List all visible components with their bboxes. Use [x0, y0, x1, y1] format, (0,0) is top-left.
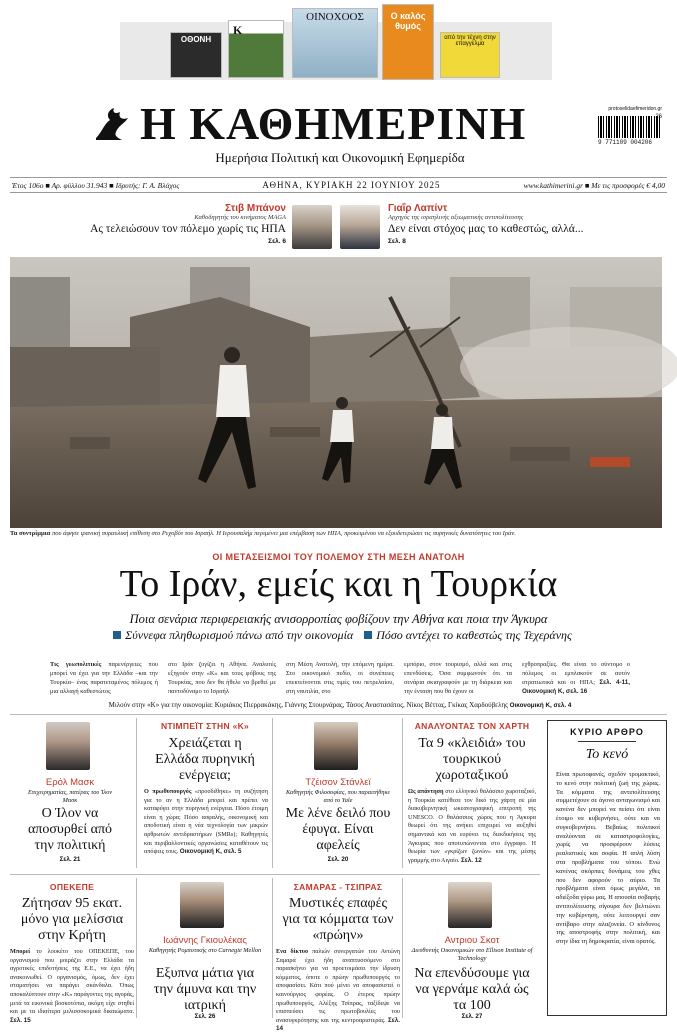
lead-bullet-1: Σύννεφα πληθωρισμού πάνω από την οικονομία — [125, 628, 354, 642]
barcode-bars — [598, 116, 662, 138]
teaser-headline: Δεν είναι στόχος μας το καθεστώς, αλλά... — [388, 223, 584, 235]
teaser-headline: Ας τελειώσουν τον πόλεμο χωρίς τις ΗΠΑ — [90, 223, 286, 235]
supplement-othoni[interactable]: ΟΘΟΝΗ — [170, 32, 222, 78]
scott-page: Σελ. 27 — [461, 1013, 483, 1020]
column-divider — [272, 878, 273, 1018]
scott-portrait — [448, 882, 492, 928]
map-headline[interactable]: Τα 9 «κλειδιά» του τουρκικού χωροταξικού — [418, 736, 526, 783]
stanley-portrait — [314, 722, 358, 770]
opekepe-body: Μπορεί το λουκέτο του ΟΠΕΚΕΠΕ, του οργανισμού που μοιράζει στην Ελλάδα τα αγροτικές επιδοτήσεις της Ε.Ε., να έχει ήδη ανακοινωθεί. Ο οργανισμός, όμως, δεν έχει σταματήσει να παράγει σκάνδαλα. Όπως αποκαλύπτουν στην «Κ» παράγοντες της αγοράς, μετά τα εικονικά βοσκοτόπια, ακόμη είχε στηθεί και με τα ιδιαίτερα μελισσοκομικά δικαιώματα. Σελ. 15 — [10, 948, 134, 1024]
masthead-title: Η ΚΑΘΗΜΕΡΙΝΗ — [140, 98, 527, 149]
scott-headline[interactable]: Να επενδύσουμε για να γερνάμε καλά ώς τα 100 — [414, 966, 530, 1013]
barcode-site: protoselidaefimeridon.gr — [608, 106, 662, 112]
economy-survey-line[interactable]: Μιλούν στην «Κ» για την οικονομία: Κυριάκος Πιερρακάκης, Γιάννης Στουρνάρας, Τάσος Αναστασάτος, Νίκος Βέττας, Γκίκας Χαρδούβελης Οικονομική Κ, σελ. 4 — [108, 701, 572, 709]
editorial-title: Το κενό — [585, 747, 629, 762]
barcode — [598, 108, 662, 154]
griffin-logo-icon — [92, 104, 132, 144]
lead-column-2: στο Ιράν ζυγίζει η Αθήνα. Αναλυτές εξηγούν στην «Κ» και τους φόβους της Τουρκίας, που δεν θα ήθελε να βρεθεί με παντοδύναμο το Ισραήλ — [168, 661, 276, 695]
caption-lead: Τα συντρίμμια — [10, 530, 51, 537]
giouleakas-headline[interactable]: Εξυπνα μάτια για την άμυνα και την ιατρική — [153, 966, 257, 1013]
photo-caption — [10, 530, 662, 537]
section-person-role: Διευθυντής Οικονομικών στο Ellison Institute of Technology — [411, 947, 533, 962]
main-photo-rubble — [10, 257, 662, 528]
teaser-name: Γιαΐρ Λαπίντ — [388, 203, 448, 214]
erol-musk-portrait — [46, 722, 90, 770]
lapid-portrait — [340, 205, 380, 249]
issue-info: Έτος 106ο ■ Αρ. φύλλου 31.943 ■ Ιδρυτής: Γ. Α. Βλάχος — [12, 180, 180, 190]
samaras-headline[interactable]: Μυστικές επαφές για τα κόμματα των «πρώην» — [282, 896, 394, 943]
section-person-name: Τζέισον Στάνλεϊ — [305, 777, 371, 788]
section-divider — [10, 874, 540, 875]
section-divider — [10, 714, 667, 715]
site-price[interactable]: www.kathimerini.gr ■ Με τις προσφορές € 4,00 — [523, 180, 665, 190]
column-divider — [136, 878, 137, 1018]
editorial-kicker: ΚΥΡΙΟ ΑΡΘΡΟ — [570, 727, 644, 737]
editorial-divider — [578, 741, 636, 742]
opekepe-kicker: ΟΠΕΚΕΠΕ — [49, 882, 95, 892]
lead-bullet-2: Πόσο αντέχει το καθεστώς της Τεχεράνης — [376, 628, 572, 642]
column-divider — [402, 718, 403, 868]
barcode-number: 9 771109 004206 — [598, 139, 653, 146]
map-body: Ως απάντηση στο ελληνικό θαλάσσιο χωροταξικό, η Τουρκία κατέθεσε τον δικό της χάρτη σε μία διακυβερνητική ωκεανογραφική επιτροπή της UNESCO. Ο θαλάσσιος χώρος που η Άγκυρα θεωρεί ότι της ανήκει επιχειρεί να αυξηθεί σημαντικά και να ευρύνει τις διεκδικήσεις της Άγκυρας που αποτυπώνονται στο έγγραφο. Η θεωρία των «γκρίζων ζωνών» και της μέσης γραμμής στο Αιγαίο. Σελ. 12 — [408, 788, 536, 864]
column-divider — [136, 718, 137, 868]
column-divider — [272, 718, 273, 868]
giouleakas-page: Σελ. 26 — [194, 1013, 216, 1020]
bannon-portrait — [292, 205, 332, 249]
staley-headline[interactable]: Με λένε δειλό που έφυγα. Είναι αφελείς — [285, 806, 391, 853]
masthead-subtitle: Ημερήσια Πολιτική και Οικονομική Εφημερίδα — [215, 150, 465, 165]
teaser-role: Καθοδηγητής του κινήματος MAGA — [194, 214, 286, 221]
lead-column-1: Τις γεωπολιτικές παρενέργειες που μπορεί να έχει για την Ελλάδα –και την Τουρκία– ένας παρατεταμένος πόλεμος ή μια αλλαγή καθεστώτος — [50, 661, 158, 695]
lead-column-3: στη Μέση Ανατολή, την επόμενη ημέρα. Στο οικονομικό πεδίο, οι συνέπειες επεκτείνονται στις τιμές του πετρελαίου, στη ναυτιλία, στο — [286, 661, 394, 695]
section-person-name: Ερόλ Μασκ — [45, 777, 95, 788]
section-person-role: Επιχειρηματίας, πατέρας του Ίλον Μασκ — [27, 789, 113, 804]
nuclear-kicker: ΝΤΙΜΠΕΪΤ ΣΤΗΝ «Κ» — [160, 721, 250, 731]
lead-bullets — [0, 628, 677, 643]
giouleakas-portrait — [180, 882, 224, 928]
map-kicker: ΑΝΑΛΥΟΝΤΑΣ ΤΟΝ ΧΑΡΤΗ — [414, 721, 530, 731]
lead-subtitle: Ποια σενάρια περιφερειακής ανισορροπίας φοβίζουν την Αθήνα και ποια την Άγκυρα — [129, 612, 548, 626]
bullet-square-icon — [364, 631, 372, 639]
samaras-body: Ενα δίκτυο παλιών συνεργατών του Αντώνη Σαμαρά έχει ήδη αναπτυσσόμενο στο παρασκήνιο για να προετοιμάσει την ίδρυση κόμματος, όποτε ο πρώην πρωθυπουργός το αποφασίσει. Κάτι πού μένει να αποφασιστεί ο καινούργιος φορέας. Ο έτερος πρώην πρωθυπουργός, Αλέξης Τσίπρας, ταξίδεψε να επισπεύσει τις πρωτοβουλίες του ανασυγκρότησης και της κεντροαριστεράς. Σελ. 14 — [276, 948, 400, 1033]
staley-page: Σελ. 20 — [327, 856, 349, 863]
column-divider — [402, 878, 403, 1018]
mosk-page: Σελ. 21 — [59, 856, 81, 863]
section-person-name: Αντριου Σκοτ — [444, 935, 500, 946]
section-person-role: Καθηγητής Φιλοσοφίας, που παραιτήθηκε από το Yale — [286, 789, 390, 804]
supplements-strip — [120, 11, 552, 80]
mosk-headline[interactable]: Ο Ίλον να αποσυρθεί από την πολιτική — [27, 806, 113, 853]
teaser-lapid[interactable] — [388, 203, 648, 253]
supplement-kalos-thymos[interactable]: Ο καλός θυμός — [382, 4, 434, 80]
editorial-body: Είναι πρωτοφανές, σχεδόν τρομακτικό, το κενό στην πολιτική ζωή της χώρας. Τα κόμματα της αντιπολίτευσης συμμετέχουν σε άγονο ανταγωνισμό και κανένα δεν μπορεί να πείσει ότι είναι έτοιμο να κυβερνήσει, ούτε και να συγκυβερνήσει. Βεβαίως πολιτικοί αναλύονται σε καταστροφολογίες, χωρίς να προσφέρουν λύσεις ρεαλιστικές και σοφία. Η απλή λύση στα προβλήματα του τόπου. Ενώ κανένας σκόρπιες δυνάμεις του χθες που δεν αφορούν το αύριο. Τα προβλήματα είναι όμως μεγάλα, τα αδιέξοδα γύρω μας. Η απουσία σοβαρής αντιπολίτευσης σίγουρα δεν βελτιώνει την κυβέρνηση, ούτε λειτουργεί σαν αντίβαρο στην αλαζονεία. Ο κίνδυνος της αποστροφής στην πολιτική, και στην ίδια τη δημοκρατία, είναι ορατός. — [556, 771, 660, 946]
supplement-techni[interactable]: από την τέχνη στην επαγγελμα — [440, 32, 500, 78]
lead-kicker: ΟΙ ΜΕΤΑΣΕΙΣΜΟΙ ΤΟΥ ΠΟΛΕΜΟΥ ΣΤΗ ΜΕΣΗ ΑΝΑΤΟΛΗ — [212, 552, 465, 562]
supplement-k[interactable]: K — [228, 20, 284, 78]
teaser-page: Σελ. 8 — [388, 238, 406, 245]
supplement-oinochoos[interactable]: ΟΙΝΟΧΟΟΣ — [292, 8, 378, 78]
section-person-role: Καθηγητής Ρομποτικής στο Carnegie Mellon — [148, 947, 262, 954]
date-bar — [10, 177, 667, 193]
issue-date: ΑΘΗΝΑ, ΚΥΡΙΑΚΗ 22 ΙΟΥΝΙΟΥ 2025 — [262, 180, 441, 190]
nuclear-body: Ο πρωθυπουργός «προσδέθηκε» τη συζήτηση για το αν η Ελλάδα μπορεί και πρέπει να καταφύγει στην πυρηνική ενέργεια. Πόσο έτοιμη είναι η χώρα; Πόσο ασφαλής, οικονομική και αποδοτική είναι η νέα τεχνολογία των μικρών αρθρωτών αντιδραστήρων (SMRs); Καθηγητές και περιβαλλοντικές οργανώσεις καταθέτουν τις απόψεις τους. Οικονομική Κ, σελ. 5 — [144, 788, 268, 856]
bullet-square-icon — [113, 631, 121, 639]
teaser-page: Σελ. 6 — [268, 238, 286, 245]
teaser-name: Στιβ Μπάνον — [224, 203, 286, 214]
section-person-name: Ιωάννης Γκιουλέκας — [163, 935, 247, 946]
samaras-kicker: ΣΑΜΑΡΑΣ - ΤΣΙΠΡΑΣ — [293, 882, 383, 892]
teaser-role: Αρχηγός της ισραηλινής αξιωματικής αντιπολίτευσης — [388, 214, 524, 221]
teaser-bannon[interactable] — [40, 203, 286, 253]
editorial-box[interactable] — [547, 720, 667, 1016]
lead-column-4: εμπόριο, στον τουρισμό, αλλά και στις επενδύσεις. Όσα συμφωνούν ότι τα σενάρια σκιαγραφούν με τη διάρκεια και την ένταση που θα έχουν οι — [404, 661, 512, 695]
nuclear-headline[interactable]: Χρειάζεται η Ελλάδα πυρηνική ενέργεια; — [155, 736, 255, 783]
opekepe-headline[interactable]: Ζήτησαν 95 εκατ. μόνο για μελίσσια στην Κρήτη — [20, 896, 124, 943]
caption-text: που άφησε ιρανική πυραυλική επίθεση στο Ρεχοβότ του Ισραήλ. Η Ιερουσαλήμ περιμένει μια επέμβαση των ΗΠΑ, προκειμένου να εξουδετερώσει τις πυρηνικές δυνατότητες του Ιράν. — [50, 530, 516, 537]
lead-column-5: εχθροπραξίες. Θα είναι το σύντομο ο πόλεμος οι εμπλακούν σε αυτόν στρατιωτικά και οι ΗΠΑ; Σελ. 4-11, Οικονομική Κ, σελ. 16 — [522, 661, 631, 695]
lead-headline[interactable]: Το Ιράν, εμείς και η Τουρκία — [119, 563, 558, 605]
barcode-issue: 26 — [655, 114, 662, 120]
